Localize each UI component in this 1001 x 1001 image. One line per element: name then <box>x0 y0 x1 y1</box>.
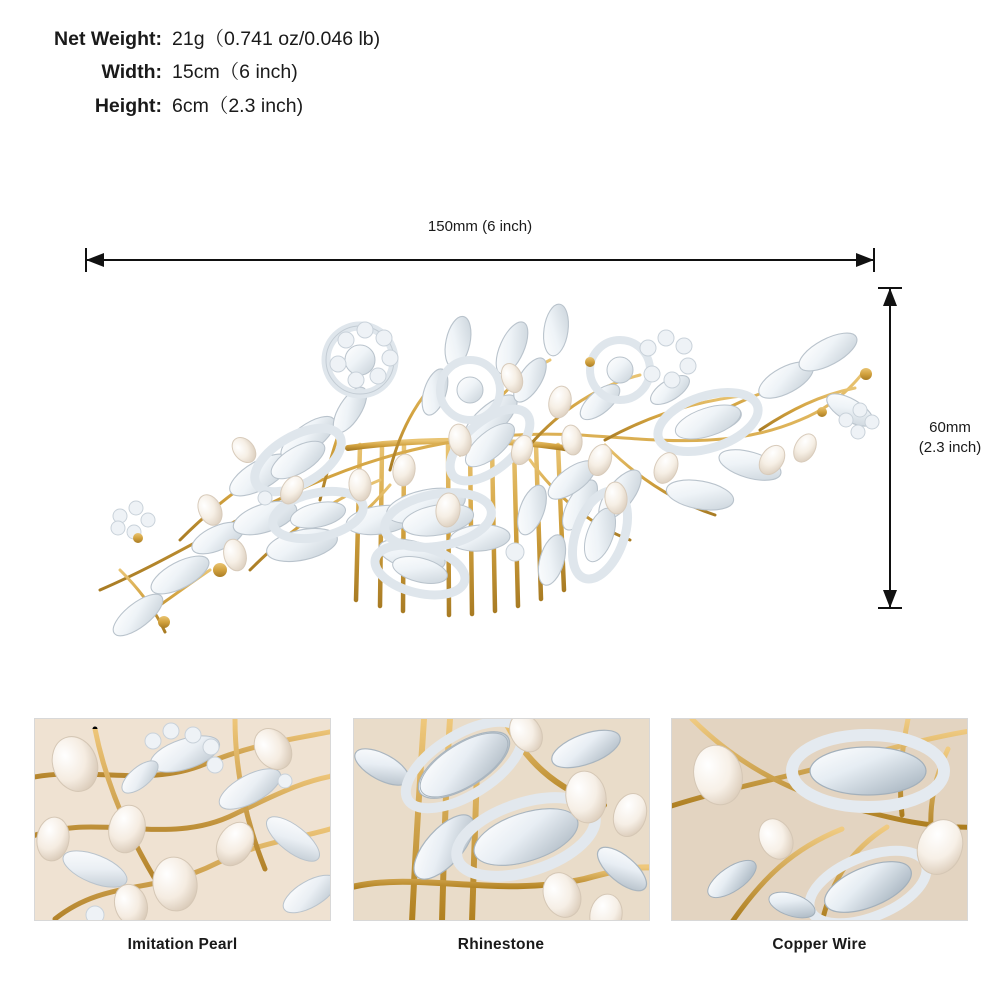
spec-label-height: Height: <box>94 94 162 117</box>
height-dimension-value-inches: (2.3 inch) <box>918 439 982 457</box>
detail-caption-copper-wire: Copper Wire <box>772 936 867 953</box>
detail-photo-copper-wire <box>671 718 968 921</box>
closeup-copper-wire-image <box>672 719 968 921</box>
spec-value-width: 15cm（6 inch) <box>172 61 298 84</box>
closeup-rhinestones-image <box>354 719 650 921</box>
spec-row-height <box>34 93 464 119</box>
dimension-diagram <box>0 200 1001 680</box>
closeup-pearls-image <box>35 719 331 921</box>
detail-photo-rhinestone <box>353 718 650 921</box>
detail-card-rhinestone <box>353 718 650 954</box>
spec-row-width <box>34 59 464 85</box>
spec-label-net-weight: Net Weight: <box>54 28 162 50</box>
detail-photo-strip <box>34 718 968 954</box>
detail-caption-imitation-pearl: Imitation Pearl <box>127 936 238 953</box>
detail-caption-rhinestone: Rhinestone <box>457 936 545 953</box>
product-image-hair-comb <box>60 270 890 650</box>
detail-photo-imitation-pearl <box>34 718 331 921</box>
detail-card-imitation-pearl <box>34 718 331 954</box>
spec-row-net-weight <box>34 26 464 52</box>
detail-card-copper-wire <box>671 718 968 954</box>
spec-label-width: Width: <box>101 61 162 84</box>
width-dimension-label: 150mm (6 inch) <box>427 218 533 235</box>
spec-value-net-weight: 21g（0.741 oz/0.046 lb) <box>172 28 381 50</box>
height-dimension-value: 60mm <box>929 419 971 436</box>
spec-value-height: 6cm（2.3 inch) <box>172 94 304 117</box>
specification-list <box>34 26 464 126</box>
